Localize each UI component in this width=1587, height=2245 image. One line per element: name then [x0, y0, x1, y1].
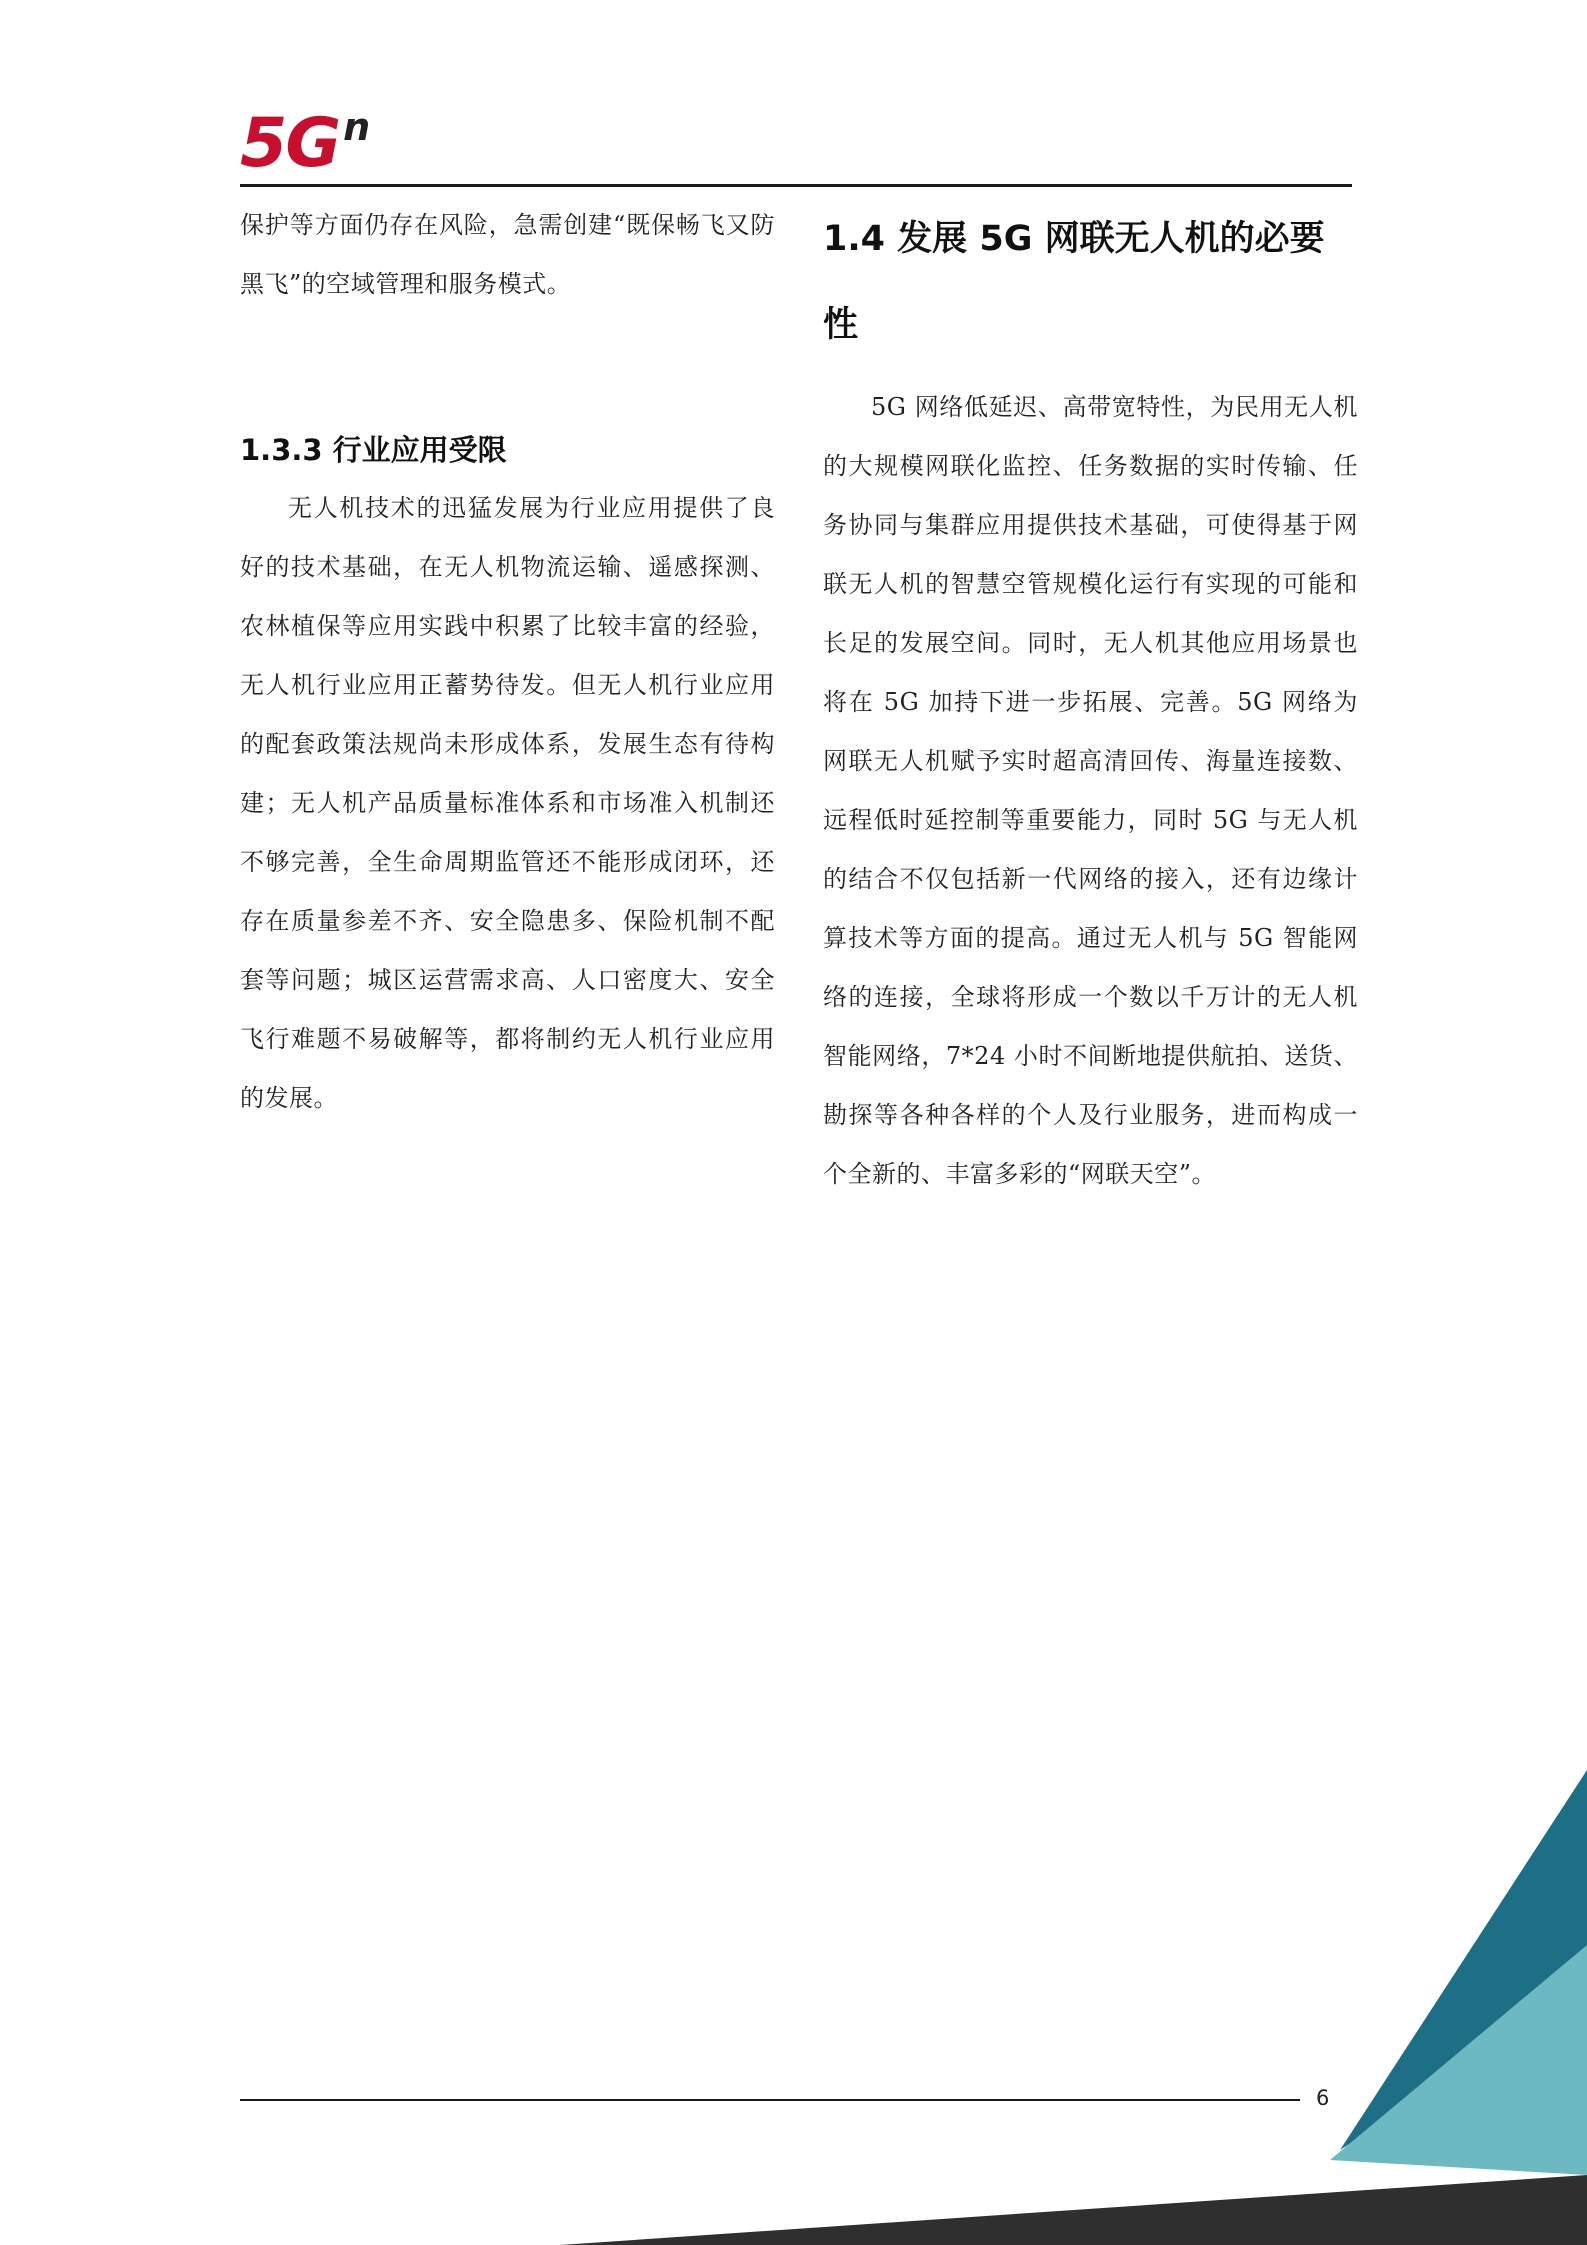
brand-logo [240, 104, 370, 184]
corner-dark-wedge [560, 2175, 1587, 2245]
logo-superscript: n [343, 105, 371, 149]
header-divider [240, 184, 1352, 187]
left-column [240, 196, 775, 1128]
section-body-1-4: 5G 网络低延迟、高带宽特性，为民用无人机的大规模网联化监控、任务数据的实时传输、任务协同与集群应用提供技术基础，可使得基于网联无人机的智慧空管规模化运行有实现的可能和长足的发展空间。同时，无人机其他应用场景也将在 5G 加持下进一步拓展、完善。5G 网络为网联无人机赋予实时超高清回传、海量连接数、远程低时延控制等重要能力，同时 5G 与无人机的结合不仅包括新一代网络的接入，还有边缘计算技术等方面的提高。通过无人机与 5G 智能网络的连接，全球将形成一个数以千万计的无人机智能网络，7*24 小时不间断地提供航拍、送货、勘探等各种各样的个人及行业服务，进而构成一个全新的、丰富多彩的“网联天空”。 [823, 393, 1358, 1188]
section-heading-1-4: 1.4 发展 5G 网联无人机的必要性 [823, 219, 1325, 345]
right-column [823, 196, 1358, 1204]
footer-divider [240, 2099, 1300, 2101]
continuation-paragraph: 保护等方面仍存在风险，急需创建“既保畅飞又防黑飞”的空域管理和服务模式。 [240, 211, 775, 298]
page-number: 6 [1316, 2086, 1330, 2110]
section-heading-1-3-3: 1.3.3 行业应用受限 [240, 433, 507, 467]
logo-5g-text: 5G [240, 104, 340, 183]
corner-teal-light-triangle [1330, 1945, 1587, 2175]
section-body-1-3-3: 无人机技术的迅猛发展为行业应用提供了良好的技术基础，在无人机物流运输、遥感探测、农林植保等应用实践中积累了比较丰富的经验，无人机行业应用正蓄势待发。但无人机行业应用的配套政策法规尚未形成体系，发展生态有待构建；无人机产品质量标准体系和市场准入机制还不够完善，全生命周期监管还不能形成闭环，还存在质量参差不齐、安全隐患多、保险机制不配套等问题；城区运营需求高、人口密度大、安全飞行难题不易破解等，都将制约无人机行业应用的发展。 [240, 494, 775, 1112]
corner-teal-dark-triangle [1340, 1770, 1587, 2150]
